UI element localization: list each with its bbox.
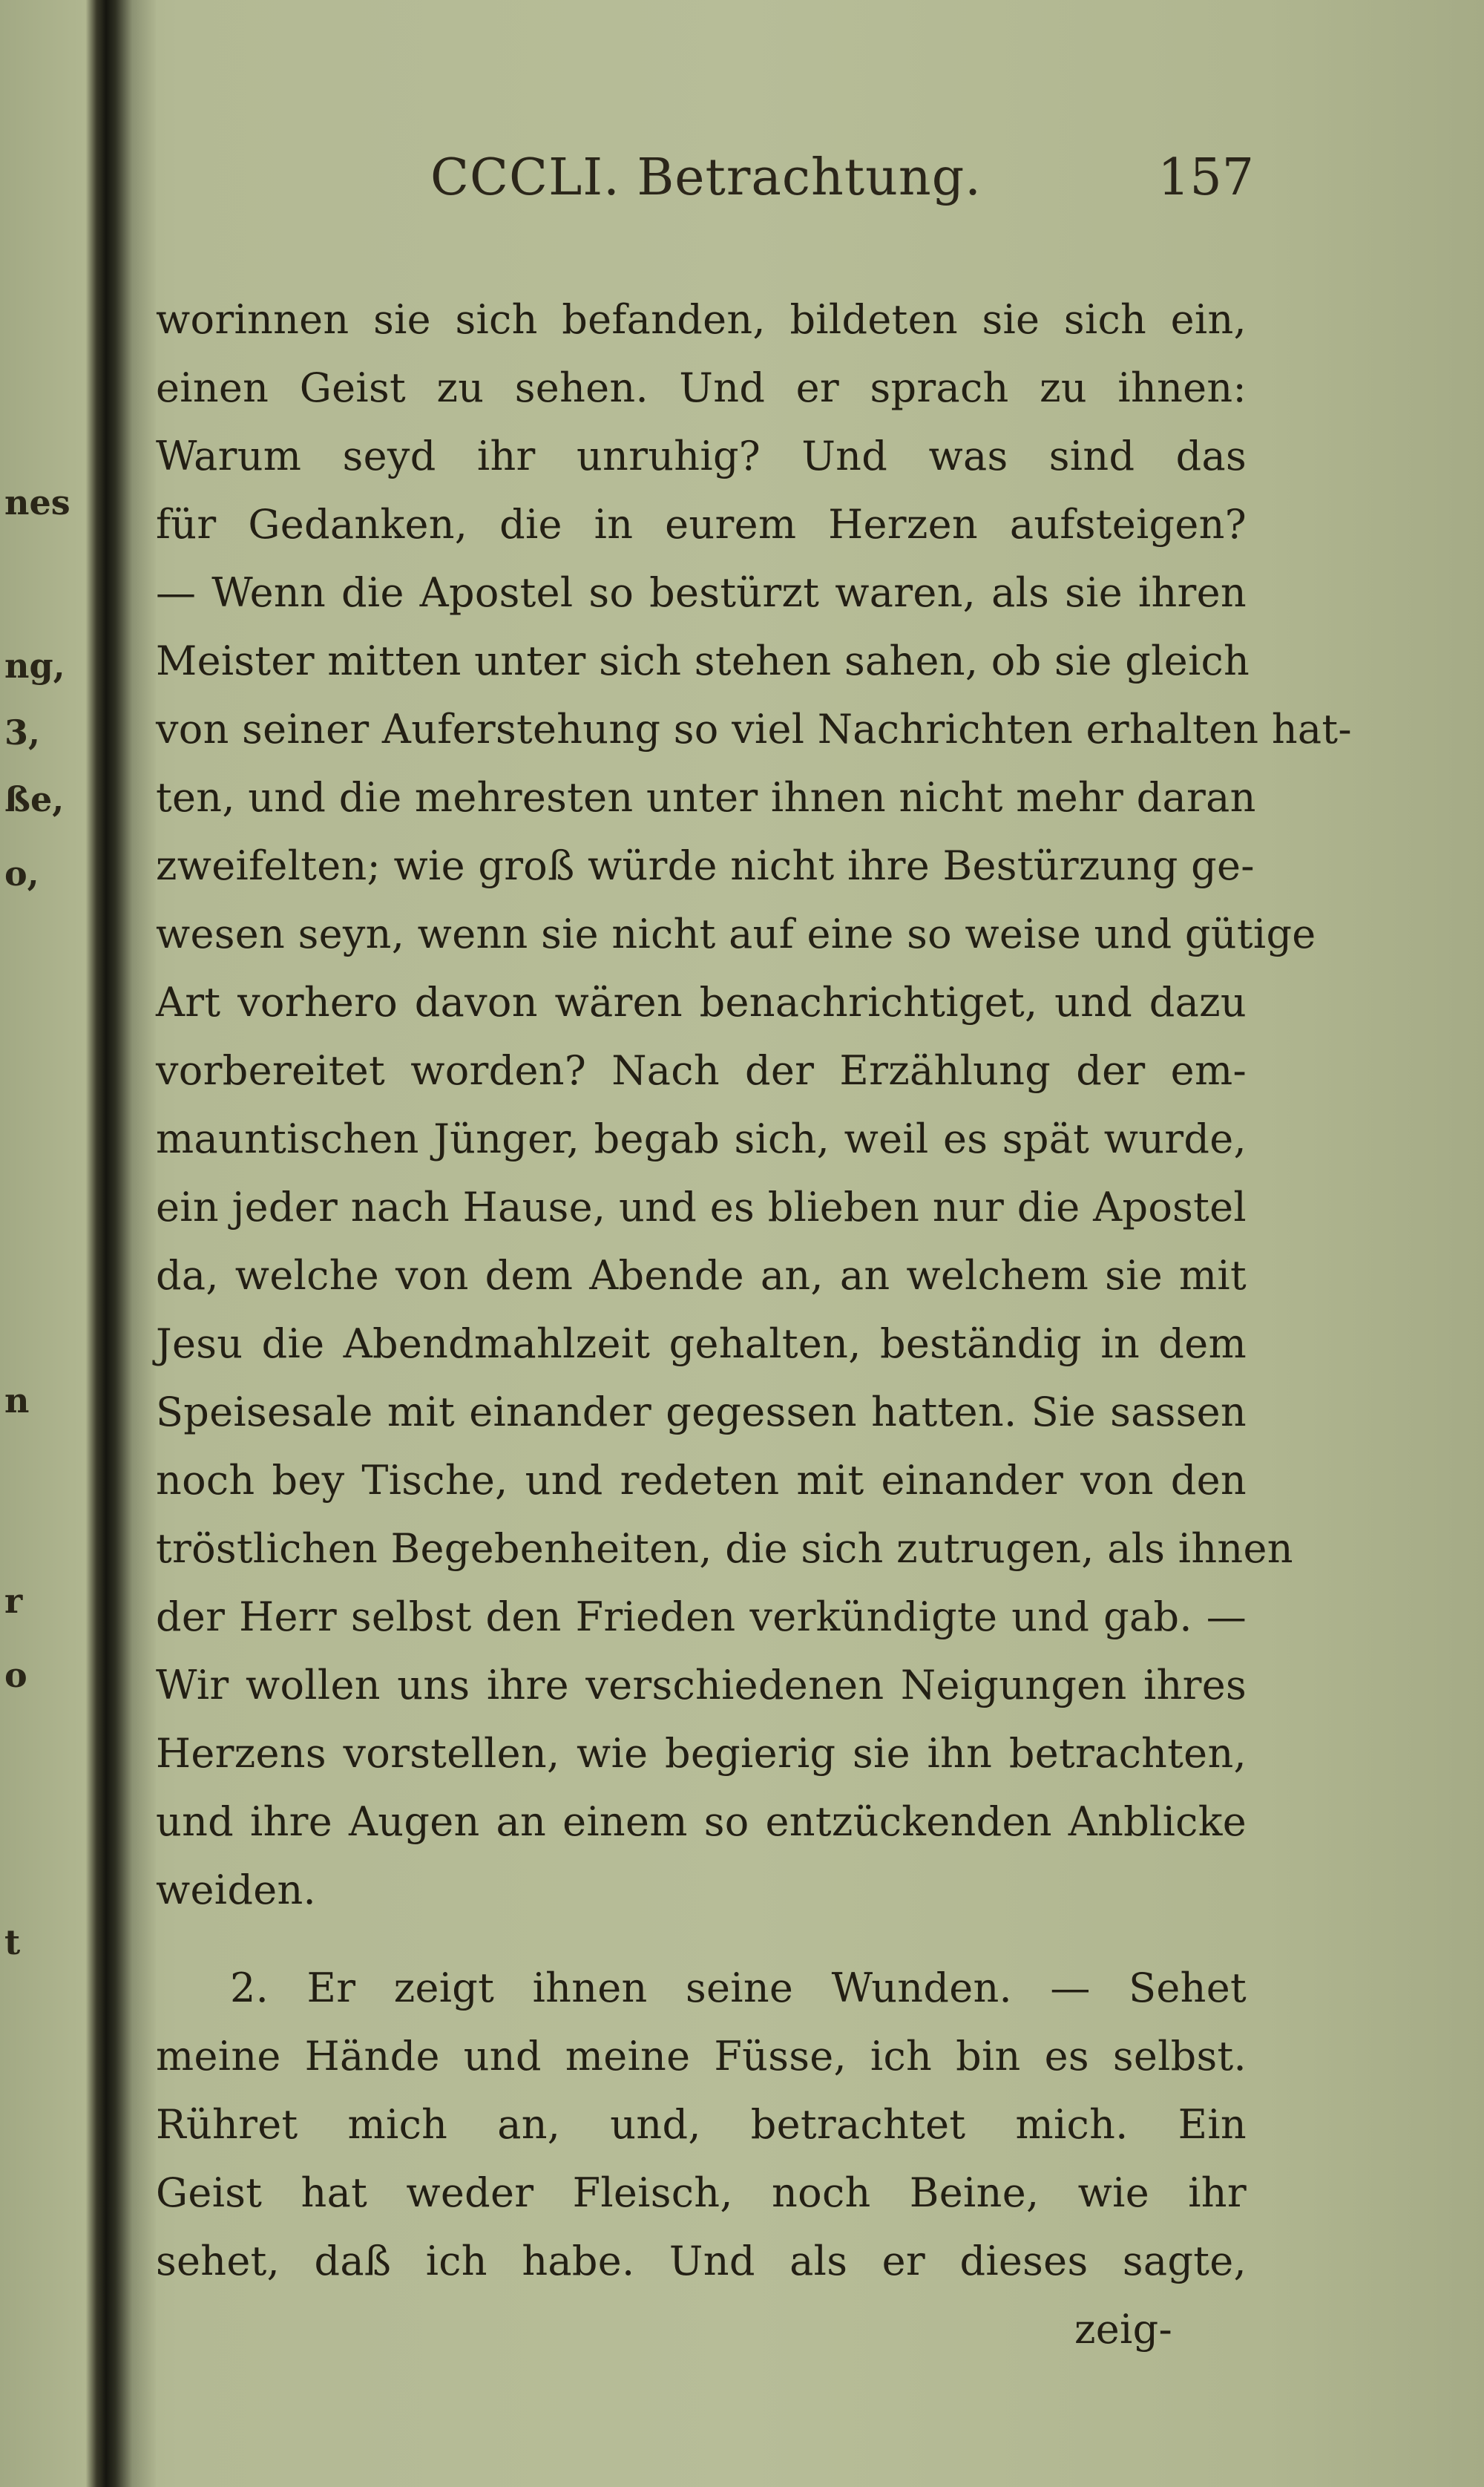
- left-margin-fragments: [0, 0, 82, 2487]
- margin-fragment: 3,: [4, 712, 41, 753]
- text-line: sehet, daß ich habe. Und als er dieses sagte,: [156, 2238, 1247, 2284]
- margin-fragment: ng,: [4, 646, 65, 686]
- text-line: Rühret mich an, und, betrachtet mich. Ein: [156, 2101, 1247, 2148]
- text-line: Warum seyd ihr unruhig? Und was sind das: [156, 433, 1247, 479]
- paragraph-gap: [156, 1924, 1247, 1954]
- text-line: von seiner Auferstehung so viel Nachrichten erhalten hat-: [156, 706, 1352, 753]
- margin-fragment: t: [4, 1922, 21, 1962]
- text-line: einen Geist zu sehen. Und er sprach zu ihnen:: [156, 364, 1247, 411]
- catchword: zeig-: [1074, 2306, 1172, 2353]
- paragraph-2: [156, 1954, 1247, 2296]
- text-line: worinnen sie sich befanden, bildeten sie sich ein,: [156, 296, 1247, 343]
- text-line: ten, und die mehresten unter ihnen nicht mehr daran: [156, 774, 1256, 821]
- margin-fragment: r: [4, 1581, 23, 1621]
- chapter-heading: CCCLI. Betrachtung.: [430, 148, 982, 207]
- margin-fragment: nes: [4, 482, 70, 522]
- text-line: da, welche von dem Abende an, an welchem sie mit: [156, 1252, 1247, 1299]
- page-number: 157: [1158, 148, 1254, 207]
- margin-fragment: ße,: [4, 779, 65, 819]
- text-line: der Herr selbst den Frieden verkündigte und gab. —: [156, 1593, 1247, 1640]
- text-line: zweifelten; wie groß würde nicht ihre Bestürzung ge-: [156, 842, 1255, 889]
- body-text: [156, 286, 1352, 2364]
- text-line: Speisesale mit einander gegessen hatten. Sie sassen: [156, 1389, 1247, 1435]
- text-line: mauntischen Jünger, begab sich, weil es spät wurde,: [156, 1115, 1247, 1162]
- text-line: vorbereitet worden? Nach der Erzählung der em-: [156, 1047, 1247, 1094]
- text-line: noch bey Tische, und redeten mit einander von den: [156, 1457, 1247, 1504]
- margin-fragment: o: [4, 1655, 27, 1695]
- text-line: Art vorhero davon wären benachrichtiget, und dazu: [156, 979, 1247, 1026]
- margin-fragment: n: [4, 1380, 30, 1421]
- text-line: Geist hat weder Fleisch, noch Beine, wie ihr: [156, 2169, 1247, 2216]
- text-line: 2. Er zeigt ihnen seine Wunden. — Sehet: [230, 1965, 1247, 2011]
- text-line: meine Hände und meine Füsse, ich bin es selbst.: [156, 2033, 1247, 2080]
- text-line: wesen seyn, wenn sie nicht auf eine so weise und gütige: [156, 911, 1316, 957]
- text-line: Meister mitten unter sich stehen sahen, ob sie gleich: [156, 638, 1250, 684]
- text-line: ein jeder nach Hause, und es blieben nur die Apostel: [156, 1184, 1247, 1231]
- text-line: und ihre Augen an einem so entzückenden Anblicke: [156, 1798, 1247, 1845]
- text-line: weiden.: [156, 1867, 317, 1913]
- margin-fragment: o,: [4, 853, 39, 894]
- text-line: — Wenn die Apostel so bestürzt waren, als sie ihren: [156, 569, 1247, 616]
- text-line: für Gedanken, die in eurem Herzen aufsteigen?: [156, 501, 1247, 548]
- text-line: Jesu die Abendmahlzeit gehalten, beständig in dem: [156, 1320, 1247, 1367]
- text-line: Herzens vorstellen, wie begierig sie ihn betrachten,: [156, 1730, 1247, 1777]
- text-line: Wir wollen uns ihre verschiedenen Neigungen ihres: [156, 1662, 1247, 1708]
- paragraph-1: [156, 286, 1352, 1924]
- running-header: [401, 148, 1254, 237]
- text-line: tröstlichen Begebenheiten, die sich zutrugen, als ihnen: [156, 1525, 1293, 1572]
